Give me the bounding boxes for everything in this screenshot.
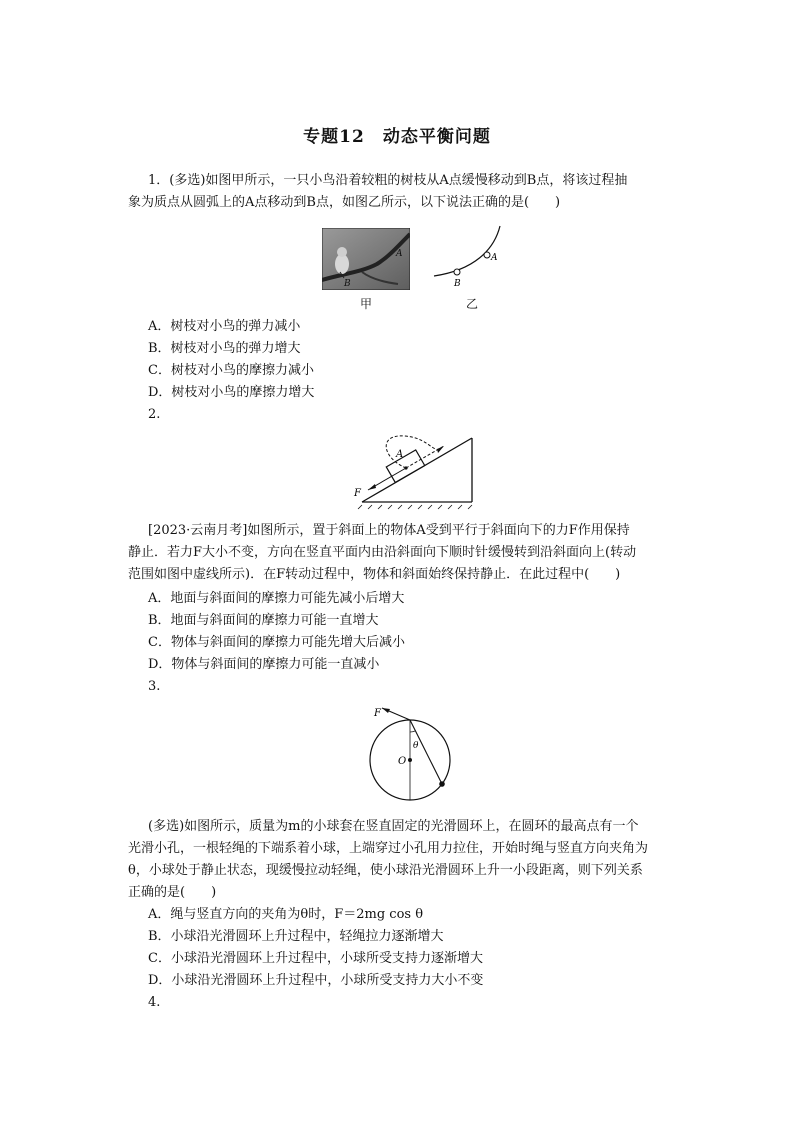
q2-option-d[interactable]: D．物体与斜面间的摩擦力可能一直减小 [148,657,380,672]
q1-figure-arc [430,224,502,288]
q1-arc-label-A: A [491,253,498,263]
q1-option-c[interactable]: C．树枝对小鸟的摩擦力减小 [148,363,314,378]
q3-stem-line3: θ，小球处于静止状态，现缓慢拉动轻绳，使小球沿光滑圆环上升一小段距离，则下列关系 [128,863,643,878]
q2-option-c[interactable]: C．物体与斜面间的摩擦力可能先增大后减小 [148,635,405,650]
q4-number: 4. [148,995,161,1010]
q2-stem-line2: 静止．若力F大小不变，方向在竖直平面内由沿斜面向下顺时针缓慢转到沿斜面向上(转动 [128,545,637,560]
q3-number: 3. [148,679,161,694]
q1-option-b[interactable]: B．树枝对小鸟的弹力增大 [148,341,301,356]
q3-option-b[interactable]: B．小球沿光滑圆环上升过程中，轻绳拉力逐渐增大 [148,929,444,944]
q2-stem-line3: 范围如图中虚线所示)．在F转动过程中，物体和斜面始终保持静止．在此过程中( ) [128,567,621,582]
q3-label-F: F [374,708,381,719]
q1-caption-yi: 乙 [466,297,479,311]
q2-option-b[interactable]: B．地面与斜面间的摩擦力可能一直增大 [148,613,379,628]
q2-option-a[interactable]: A．地面与斜面间的摩擦力可能先减小后增大 [148,591,405,606]
q1-stem-line1: 1．(多选)如图甲所示，一只小鸟沿着较粗的树枝从A点缓慢移动到B点，将该过程抽 [148,173,628,188]
q3-figure-ring [366,702,460,806]
q1-stem-line2: 象为质点从圆弧上的A点移动到B点，如图乙所示，以下说法正确的是( ) [128,195,561,210]
q3-option-d[interactable]: D．小球沿光滑圆环上升过程中，小球所受支持力大小不变 [148,973,484,988]
q1-option-a[interactable]: A．树枝对小鸟的弹力减小 [148,319,301,334]
q1-photo-label-A: A [396,249,403,259]
q2-label-A: A [396,449,404,460]
q2-stem-line1: [2023·云南月考]如图所示，置于斜面上的物体A受到平行于斜面向下的力F作用保持 [148,523,630,538]
q1-caption-jia: 甲 [360,297,373,311]
page-title: 专题12 动态平衡问题 [303,127,491,147]
q2-number: 2. [148,407,161,422]
q1-option-d[interactable]: D．树枝对小鸟的摩擦力增大 [148,385,315,400]
q3-label-theta: θ [413,741,419,751]
q3-option-c[interactable]: C．小球沿光滑圆环上升过程中，小球所受支持力逐渐增大 [148,951,483,966]
q3-stem-line4: 正确的是( ) [128,885,217,900]
q2-label-F: F [354,488,361,499]
q3-label-O: O [398,756,407,767]
q3-stem-line1: (多选)如图所示，质量为m的小球套在竖直固定的光滑圆环上，在圆环的最高点有一个 [148,819,639,834]
q2-figure-incline [348,430,488,510]
q3-option-a[interactable]: A．绳与竖直方向的夹角为θ时，F＝2mg cos θ [148,907,424,922]
q3-stem-line2: 光滑小孔，一根轻绳的下端系着小球，上端穿过小孔用力拉住，开始时绳与竖直方向夹角为 [128,841,649,856]
q1-arc-label-B: B [454,279,461,288]
q1-figure-bird-photo [322,228,410,290]
q1-photo-label-B: B [344,279,351,289]
